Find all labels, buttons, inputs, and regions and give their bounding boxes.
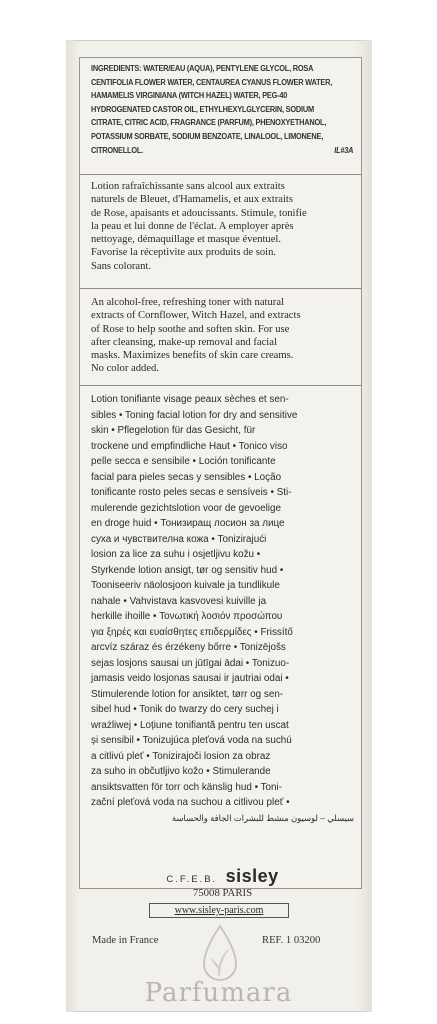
watermark-drop-icon: [200, 922, 240, 982]
multilingual-line: zační pleťová voda na suchou a citlivou pleť •: [91, 797, 290, 808]
brand-city: 75008 PARIS: [192, 887, 253, 899]
multilingual-line: Stimulerende lotion for ansiktet, tørr og sen-: [91, 688, 284, 700]
ingredients-line-last: [91, 144, 353, 158]
multilingual-line: sibles • Toning facial lotion for dry and sensitive: [91, 409, 298, 421]
multilingual-line: nahale • Vahvistava kasvovesi kuiville ja: [91, 595, 267, 607]
website-link[interactable]: www.sisley-paris.com: [149, 903, 289, 918]
multilingual-line: pelle secca e sensibile • Loción tonificante: [91, 456, 276, 467]
multilingual-line: skin • Pflegelotion für das Gesicht, für: [91, 425, 256, 436]
french-line: Lotion rafraîchissante sans alcool aux extraits: [91, 181, 285, 192]
ingredients-line: CITRATE, CITRIC ACID, FRAGRANCE (PARFUM), PHENOXYETHANOL,: [91, 117, 327, 128]
box-edge-shadow-left: [66, 40, 80, 1012]
ingredients-line: HAMAMELIS VIRGINIANA (WITCH HAZEL) WATER, PEG-40: [91, 90, 288, 101]
reference-number: REF. 1 03200: [262, 935, 321, 946]
multilingual-line: wrażliwej • Loțiune tonifiantă pentru ten uscat: [91, 719, 289, 731]
english-line: after cleansing, make-up removal and facial: [91, 336, 277, 348]
brand-prefix: C.F.E.B.: [166, 874, 218, 885]
multilingual-line: jamasis veido losjonas sausai ir jautriai odai •: [91, 673, 289, 684]
multilingual-line: herkille ihoille • Τονωτική λοσιόν προσώπου: [91, 611, 283, 622]
english-line: masks. Maximizes benefits of skin care creams.: [91, 350, 294, 362]
ingredients-line: POTASSIUM SORBATE, SODIUM BENZOATE, LINALOOL, LIMONENE,: [91, 130, 324, 141]
english-line: extracts of Cornflower, Witch Hazel, and extracts: [91, 310, 301, 322]
english-description: [91, 296, 354, 376]
french-line: naturels de Bleuet, d'Hamamelis, et aux extraits: [91, 194, 293, 206]
ingredients-line: HYDROGENATED CASTOR OIL, ETHYLHEXYLGLYCERIN, SODIUM: [91, 103, 314, 114]
multilingual-line: za suho in občutljivo kožo • Stimulerande: [91, 766, 271, 777]
ingredients-ref-code: IL#3A: [334, 144, 354, 155]
english-line: No color added.: [91, 363, 159, 375]
french-description: [91, 180, 354, 273]
multilingual-line: en droge huid • Тонизиращ лосион за лице: [91, 518, 285, 529]
french-line: nettoyage, démaquillage et masque éventuel.: [91, 234, 282, 246]
french-line: la peau et lui donne de l'éclat. A employer après: [91, 220, 294, 232]
origin-label: Made in France: [92, 935, 159, 946]
arabic-line: سيسلي – لوسيون منشط للبشرات الجافة والحساسة: [171, 812, 354, 823]
multilingual-line: a citlivú pleť • Tonizirajoči losion za obraz: [91, 750, 271, 762]
multilingual-line: Styrkende lotion ansigt, tør og sensitiv hud •: [91, 564, 284, 576]
multilingual-line: și sensibil • Tonizujúca pleťová voda na suchú: [91, 735, 292, 746]
multilingual-line: facial para pieles secas y sensibles • Loção: [91, 471, 282, 483]
multilingual-line: trockene und empfindliche Haut • Tonico viso: [91, 440, 288, 452]
watermark-text: Parfumara: [144, 978, 293, 1008]
section-divider: [79, 385, 362, 386]
french-line: Favorise la réceptivite aux produits de soin.: [91, 247, 277, 259]
multilingual-line: суха и чувствителна кожа • Tonizirajući: [91, 533, 267, 545]
french-line: de Rose, apaisants et adoucissants. Stimule, tonifie: [91, 207, 307, 219]
section-divider: [79, 174, 362, 175]
multilingual-line: Tooniseeriv näolosjoon kuivale ja tundlikule: [91, 580, 280, 591]
multilingual-line: sejas losjons sausai un jūtīgai ādai • Tonizuo-: [91, 657, 290, 669]
section-divider: [79, 288, 362, 289]
brand-name: sisley: [225, 866, 279, 886]
multilingual-line: mulerende gezichtslotion voor de gevoelige: [91, 502, 281, 514]
multilingual-line: losion za lice za suhu i osjetljivu kožu •: [91, 549, 261, 560]
french-line: Sans colorant.: [91, 260, 152, 272]
multilingual-description: [91, 392, 354, 826]
multilingual-line: Lotion tonifiante visage peaux sèches et sen-: [91, 394, 289, 405]
english-line: An alcohol-free, refreshing toner with natural: [91, 297, 284, 308]
ingredients-line: CITRONELLOL.: [91, 144, 144, 155]
multilingual-line: sibel hud • Tonik do twarzy do cery suchej i: [91, 704, 279, 715]
ingredients-line: CENTIFOLIA FLOWER WATER, CENTAUREA CYANUS FLOWER WATER,: [91, 76, 333, 87]
multilingual-line: arcvíz száraz és érzékeny bőrre • Tonizējošs: [91, 642, 286, 653]
multilingual-line: για ξηρές και ευαίσθητες επιδερμίδες • Frissítő: [91, 626, 293, 638]
english-line: of Rose to help soothe and soften skin. For use: [91, 323, 290, 335]
ingredients-line: INGREDIENTS: WATER/EAU (AQUA), PENTYLENE GLYCOL, ROSA: [91, 63, 314, 73]
brand-logo: [91, 866, 354, 887]
multilingual-line: ansiktsvatten för torr och känslig hud • Toni-: [91, 781, 282, 793]
ingredients-block: [91, 62, 353, 157]
multilingual-line: tonificante rosto peles secas e sensíveis • Sti-: [91, 487, 292, 498]
